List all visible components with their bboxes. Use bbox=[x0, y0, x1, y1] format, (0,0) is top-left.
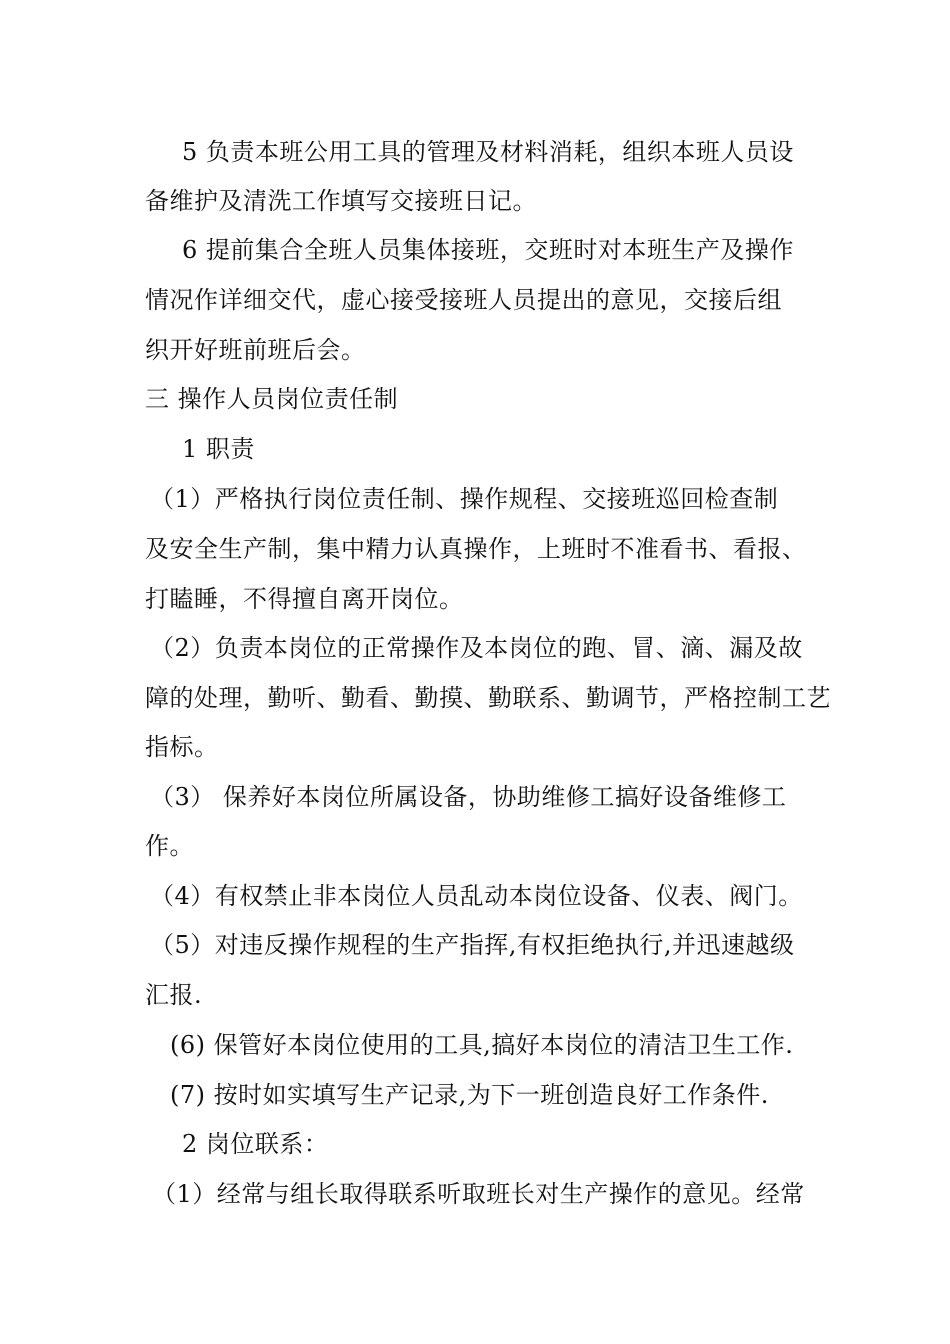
subsection-heading: 1 职责 bbox=[182, 435, 255, 463]
subsection-heading: 2 岗位联系： bbox=[182, 1130, 329, 1158]
text-line: （1）经常与组长取得联系听取班长对生产操作的意见。经常 bbox=[152, 1180, 805, 1208]
text-line: (6) 保管好本岗位使用的工具,搞好本岗位的清洁卫生工作. bbox=[170, 1031, 794, 1059]
text-line: 情况作详细交代，虚心接受接班人员提出的意见，交接后组 bbox=[145, 286, 782, 314]
text-line: 织开好班前班后会。 bbox=[145, 336, 366, 364]
text-line: （3） 保养好本岗位所属设备，协助维修工搞好设备维修工 bbox=[150, 783, 787, 811]
text-line: 打瞌睡，不得擅自离开岗位。 bbox=[145, 585, 464, 613]
text-line: 6 提前集合全班人员集体接班，交班时对本班生产及操作 bbox=[182, 236, 794, 264]
text-line: 汇报. bbox=[145, 981, 203, 1009]
text-line: (7) 按时如实填写生产记录,为下一班创造良好工作条件. bbox=[170, 1081, 769, 1109]
text-line: 备维护及清洗工作填写交接班日记。 bbox=[145, 187, 537, 215]
text-line: 作。 bbox=[145, 832, 194, 860]
text-line: （5）对违反操作规程的生产指挥,有权拒绝执行,并迅速越级 bbox=[150, 931, 795, 959]
text-line: 障的处理，勤听、勤看、勤摸、勤联系、勤调节，严格控制工艺 bbox=[145, 684, 831, 712]
section-heading: 三 操作人员岗位责任制 bbox=[145, 385, 399, 413]
text-line: （4）有权禁止非本岗位人员乱动本岗位设备、仪表、阀门。 bbox=[150, 882, 803, 910]
text-line: 及安全生产制，集中精力认真操作，上班时不准看书、看报、 bbox=[145, 535, 807, 563]
text-line: 5 负责本班公用工具的管理及材料消耗，组织本班人员设 bbox=[182, 138, 794, 166]
text-line: （1）严格执行岗位责任制、操作规程、交接班巡回检查制 bbox=[150, 485, 779, 513]
text-line: （2）负责本岗位的正常操作及本岗位的跑、冒、滴、漏及故 bbox=[150, 634, 803, 662]
text-line: 指标。 bbox=[145, 733, 219, 761]
